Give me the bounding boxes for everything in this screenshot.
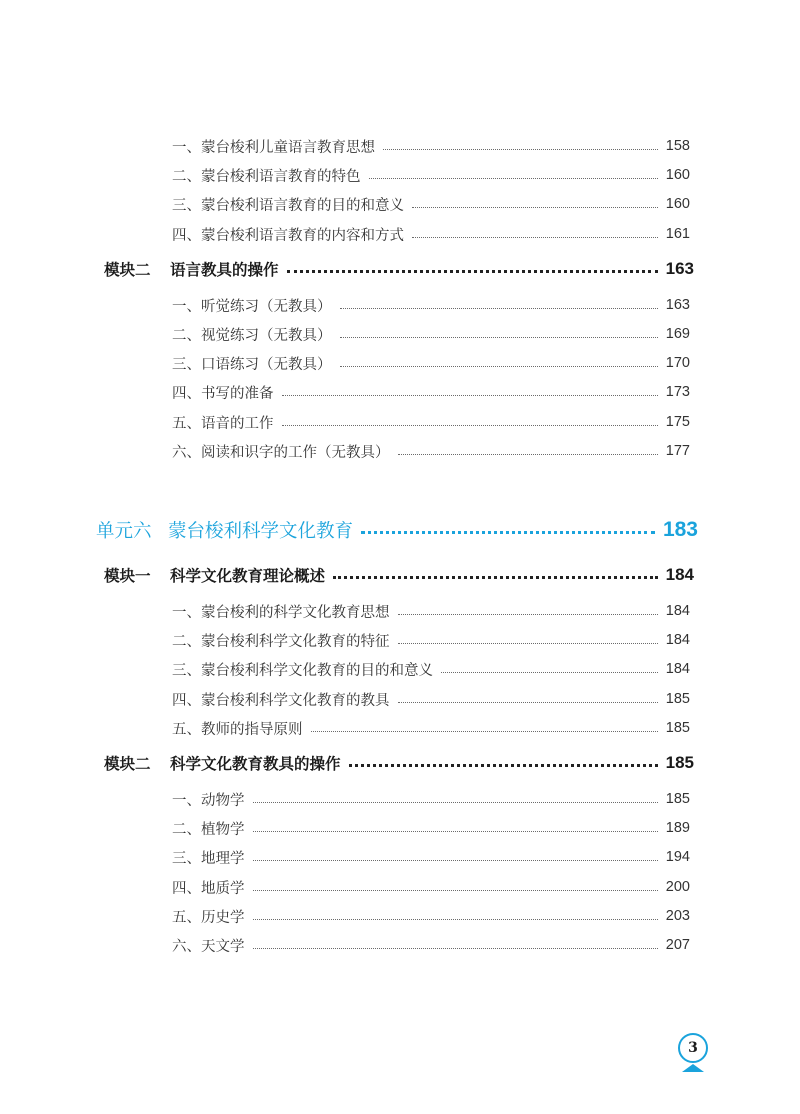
toc-item-page: 169: [665, 326, 690, 342]
toc-item-label: 三、蒙台梭利语言教育的目的和意义: [172, 197, 404, 214]
toc-item[interactable]: [172, 655, 690, 683]
toc-item-page: 200: [665, 879, 690, 895]
dot-leader: [253, 831, 658, 832]
toc-item[interactable]: [172, 378, 690, 406]
dot-leader: [398, 614, 658, 615]
toc-item-page: 203: [665, 908, 690, 924]
toc-item[interactable]: [172, 685, 690, 713]
dot-leader: [441, 672, 658, 673]
toc-item[interactable]: [172, 785, 690, 813]
toc-item-page: 161: [665, 226, 690, 242]
dot-leader: [282, 425, 658, 426]
dot-leader: [383, 149, 658, 150]
dot-leader: [253, 919, 658, 920]
dot-leader: [412, 207, 658, 208]
page-badge-tab: [682, 1064, 704, 1072]
toc-item[interactable]: [172, 597, 690, 625]
dot-leader: [369, 178, 658, 179]
toc-item-page: 163: [665, 297, 690, 313]
toc-item-label: 一、蒙台梭利儿童语言教育思想: [172, 139, 375, 156]
toc-unit-heading[interactable]: [96, 514, 698, 546]
dot-leader: [340, 308, 658, 309]
module-page: 185: [665, 753, 694, 772]
toc-item-page: 194: [665, 849, 690, 865]
toc-item[interactable]: [172, 873, 690, 901]
dot-leader: [349, 764, 658, 767]
dot-leader: [361, 531, 655, 534]
toc-item[interactable]: [172, 190, 690, 218]
toc-item-page: 184: [665, 603, 690, 619]
toc-item-label: 一、蒙台梭利的科学文化教育思想: [172, 604, 390, 621]
unit-code: 单元六: [96, 521, 152, 542]
toc-item-label: 一、听觉练习（无教具）: [172, 298, 332, 315]
toc-item[interactable]: [172, 408, 690, 436]
toc-item[interactable]: [172, 931, 690, 959]
toc-module-heading[interactable]: [104, 561, 694, 589]
page-number: 3: [688, 1040, 698, 1056]
toc-item-label: 四、书写的准备: [172, 385, 274, 402]
toc-item[interactable]: [172, 349, 690, 377]
dot-leader: [340, 337, 658, 338]
dot-leader: [287, 270, 658, 273]
dot-leader: [253, 890, 658, 891]
toc-module-heading[interactable]: [104, 255, 694, 283]
toc-item-page: 170: [665, 355, 690, 371]
toc-item[interactable]: [172, 902, 690, 930]
toc-item[interactable]: [172, 220, 690, 248]
dot-leader: [333, 576, 658, 579]
toc-item[interactable]: [172, 626, 690, 654]
dot-leader: [253, 802, 658, 803]
toc-item-page: 207: [665, 937, 690, 953]
toc-item-page: 185: [665, 691, 690, 707]
toc-item[interactable]: [172, 843, 690, 871]
toc-item-label: 五、教师的指导原则: [172, 721, 303, 738]
module-code: 模块二: [104, 261, 151, 279]
module-code: 模块二: [104, 755, 151, 773]
dot-leader: [311, 731, 658, 732]
toc-item-label: 四、蒙台梭利语言教育的内容和方式: [172, 227, 404, 244]
module-title: 语言教具的操作: [170, 261, 279, 279]
module-page: 163: [665, 259, 694, 278]
toc-module-heading[interactable]: [104, 749, 694, 777]
toc-item-page: 184: [665, 661, 690, 677]
dot-leader: [398, 643, 658, 644]
toc-item-page: 160: [665, 196, 690, 212]
module-title: 科学文化教育教具的操作: [170, 755, 341, 773]
toc-item-page: 175: [665, 414, 690, 430]
module-page: 184: [665, 565, 694, 584]
dot-leader: [253, 860, 658, 861]
toc-item-label: 四、蒙台梭利科学文化教育的教具: [172, 692, 390, 709]
toc-item-label: 二、蒙台梭利科学文化教育的特征: [172, 633, 390, 650]
toc-item[interactable]: [172, 161, 690, 189]
toc-item-page: 185: [665, 720, 690, 736]
toc-item-page: 185: [665, 791, 690, 807]
toc-item-label: 五、历史学: [172, 909, 245, 926]
toc-item[interactable]: [172, 320, 690, 348]
dot-leader: [282, 395, 658, 396]
toc-item[interactable]: [172, 291, 690, 319]
toc-item-label: 三、口语练习（无教具）: [172, 356, 332, 373]
dot-leader: [412, 237, 658, 238]
toc-item[interactable]: [172, 437, 690, 465]
toc-item-page: 158: [665, 138, 690, 154]
toc-item-label: 二、蒙台梭利语言教育的特色: [172, 168, 361, 185]
toc-item-label: 四、地质学: [172, 880, 245, 897]
toc-item-page: 177: [665, 443, 690, 459]
toc-item-page: 173: [665, 384, 690, 400]
unit-title: 蒙台梭利科学文化教育: [168, 521, 354, 542]
module-code: 模块一: [104, 567, 151, 585]
unit-page: 183: [662, 518, 698, 541]
toc-item-page: 184: [665, 632, 690, 648]
dot-leader: [398, 702, 658, 703]
toc-item-label: 一、动物学: [172, 792, 245, 809]
toc-item[interactable]: [172, 814, 690, 842]
toc-item-label: 二、视觉练习（无教具）: [172, 327, 332, 344]
toc-item-label: 二、植物学: [172, 821, 245, 838]
dot-leader: [253, 948, 658, 949]
toc-item[interactable]: [172, 714, 690, 742]
toc-item-label: 六、天文学: [172, 938, 245, 955]
toc-item-label: 三、地理学: [172, 850, 245, 867]
toc-item[interactable]: [172, 132, 690, 160]
page-number-badge: [678, 1033, 708, 1063]
module-title: 科学文化教育理论概述: [170, 567, 326, 585]
toc-item-label: 六、阅读和识字的工作（无教具）: [172, 444, 390, 461]
toc-item-page: 160: [665, 167, 690, 183]
toc-item-label: 五、语音的工作: [172, 415, 274, 432]
dot-leader: [340, 366, 658, 367]
toc-item-label: 三、蒙台梭利科学文化教育的目的和意义: [172, 662, 433, 679]
dot-leader: [398, 454, 658, 455]
toc-item-page: 189: [665, 820, 690, 836]
